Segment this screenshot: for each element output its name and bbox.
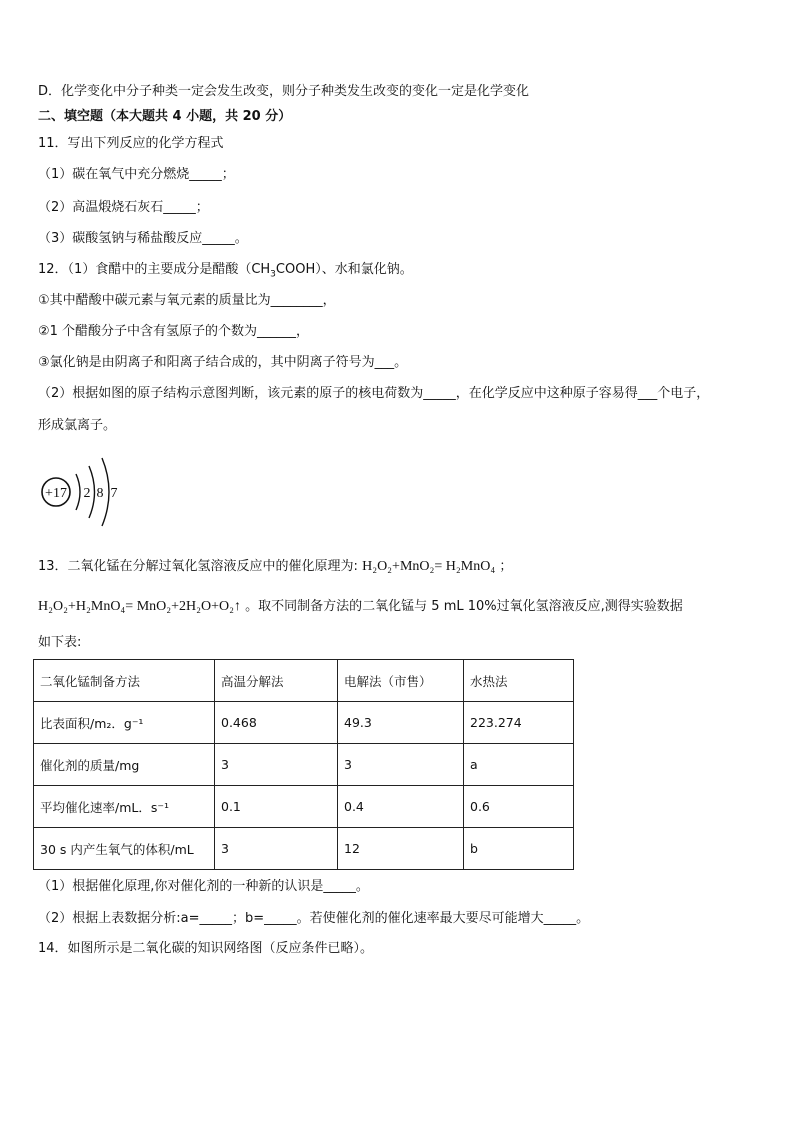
table-cell: 0.1 (215, 786, 338, 828)
table-cell: 30 s 内产生氧气的体积/mL (34, 828, 215, 870)
table-cell: 49.3 (338, 702, 464, 744)
question-13-stem-2: H₂O₂+H₂MnO₄= MnO₂+2H₂O+O₂↑ 。取不同制备方法的二氧化锰与 5 mL 10%过氧化氢溶液反应,测得实验数据 (38, 599, 683, 614)
table-cell: 0.468 (215, 702, 338, 744)
equation-1: H₂O₂+MnO₂= H₂MnO₄ (362, 559, 496, 574)
equation-2: H₂O₂+H₂MnO₄= MnO₂+2H₂O+O₂↑ (38, 599, 242, 614)
header-cell: 二氧化锰制备方法 (34, 660, 215, 702)
shell-1-electrons: 2 (83, 486, 91, 501)
header-cell: 高温分解法 (215, 660, 338, 702)
header-cell: 水热法 (464, 660, 574, 702)
shell-3-electrons: 7 (110, 486, 118, 501)
header-cell: 电解法（市售） (338, 660, 464, 702)
electron-shell-1 (76, 474, 80, 510)
question-12-stem: 12．（1）食醋中的主要成分是醋酸$(CH_3COOH)$、水和氯化钠。 (38, 262, 413, 280)
table-cell: 223.274 (464, 702, 574, 744)
table-cell: 平均催化速率/mL．s⁻¹ (34, 786, 215, 828)
question-11-part-2: （2）高温煅烧石灰石_____； (38, 200, 209, 215)
question-12-item-2: ②1 个醋酸分子中含有氢原子的个数为______， (38, 324, 310, 339)
question-11-part-1: （1）碳在氧气中充分燃烧_____； (38, 167, 235, 182)
table-cell: b (464, 828, 574, 870)
question-11-part-3: （3）碳酸氢钠与稀盐酸反应_____。 (38, 231, 248, 246)
question-12-item-1: ①其中醋酸中碳元素与氧元素的质量比为________， (38, 293, 336, 308)
atom-structure-diagram (36, 452, 126, 532)
experiment-data-table (33, 659, 574, 870)
table-row (34, 828, 574, 870)
question-12-part-2-end: 形成氯离子。 (38, 418, 117, 433)
table-header-row (34, 660, 574, 702)
table-row (34, 786, 574, 828)
table-cell: 12 (338, 828, 464, 870)
question-12-part-2: （2）根据如图的原子结构示意图判断，该元素的原子的核电荷数为_____，在化学反应中这种原子容易得___个电子， (38, 386, 710, 401)
question-11-stem: 11．写出下列反应的化学方程式 (38, 136, 224, 151)
option-d-text: D．化学变化中分子种类一定会发生改变，则分子种类发生改变的变化一定是化学变化 (38, 84, 530, 99)
table-cell: 3 (215, 744, 338, 786)
question-14-stem: 14．如图所示是二氧化碳的知识网络图（反应条件已略）。 (38, 941, 374, 956)
table-cell: 比表面积/m₂．g⁻¹ (34, 702, 215, 744)
table-cell: 3 (215, 828, 338, 870)
question-12-item-3: ③氯化钠是由阴离子和阳离子结合成的，其中阴离子符号为___。 (38, 355, 408, 370)
question-13-part-1: （1）根据催化原理,你对催化剂的一种新的认识是_____。 (38, 879, 369, 894)
shell-2-electrons: 8 (96, 486, 104, 501)
section-heading: 二、填空题（本大题共 4 小题，共 20 分） (38, 109, 292, 124)
table-cell: 0.6 (464, 786, 574, 828)
nucleus-charge: +17 (45, 486, 67, 501)
table-cell: 3 (338, 744, 464, 786)
table-cell: a (464, 744, 574, 786)
table-row (34, 744, 574, 786)
table-cell: 催化剂的质量/mg (34, 744, 215, 786)
question-13-stem: 13．二氧化锰在分解过氧化氢溶液反应中的催化原理为: H₂O₂+MnO₂= H₂MnO₄ ； (38, 559, 513, 574)
table-row (34, 702, 574, 744)
table-cell: 0.4 (338, 786, 464, 828)
question-13-stem-3: 如下表: (38, 635, 82, 650)
question-13-part-2: （2）根据上表数据分析:a=_____；b=_____。若使催化剂的催化速率最大要尽可能增大_____。 (38, 911, 590, 926)
